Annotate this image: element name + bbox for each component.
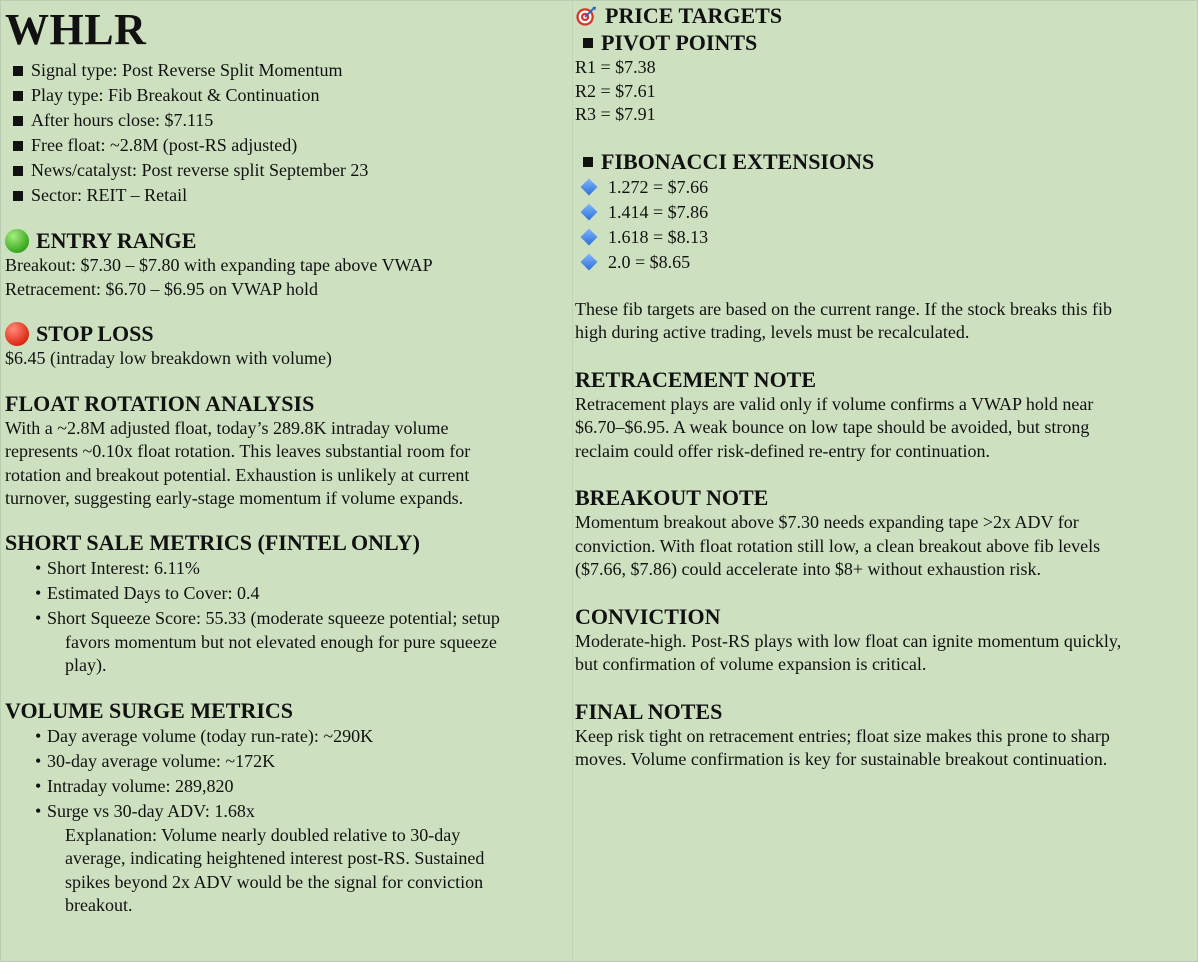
short-sale-section: [5, 530, 565, 678]
black-square-icon: [583, 38, 593, 48]
list-item: • Short Squeeze Score: 55.33 (moderate squeeze potential; setup favors momentum but not elevated enough for pure squeeze play).: [35, 606, 565, 678]
summary-list: [5, 58, 565, 208]
list-item: News/catalyst: Post reverse split September 23: [13, 158, 565, 183]
list-item: Play type: Fib Breakout & Continuation: [13, 83, 565, 108]
paragraph-line: Momentum breakout above $7.30 needs expanding tape >2x ADV for: [575, 512, 1079, 532]
retracement-note-section: [575, 367, 1195, 464]
entry-retracement-line: Retracement: $6.70 – $6.95 on VWAP hold: [5, 278, 318, 299]
list-item: • 30-day average volume: ~172K: [35, 749, 565, 774]
black-square-icon: [583, 157, 593, 167]
paragraph-line: Retracement plays are valid only if volume confirms a VWAP hold near: [575, 393, 1094, 414]
paragraph-line: With a ~2.8M adjusted float, today’s 289.8K intraday volume: [5, 417, 449, 438]
paragraph-line: conviction. With float rotation still low, a clean breakout above fib levels: [575, 535, 1101, 556]
volume-explanation: Explanation: Volume nearly doubled relative to 30-day average, indicating heightened interest post-RS. Sustained spikes beyond 2x ADV would be the signal for conviction breakout.: [65, 824, 485, 915]
blue-diamond-icon: [581, 254, 598, 271]
paragraph-line: but confirmation of volume expansion is critical.: [575, 654, 927, 674]
float-rotation-section: [5, 391, 565, 511]
price-targets-heading: PRICE TARGETS: [575, 3, 1195, 29]
retracement-note-heading: RETRACEMENT NOTE: [575, 366, 817, 392]
entry-range-heading: ENTRY RANGE: [5, 228, 565, 254]
entry-range-section: [5, 228, 565, 301]
paragraph-line: reclaim could offer risk-defined re-entry for continuation.: [575, 440, 991, 461]
blue-diamond-icon: [581, 204, 598, 221]
paragraph-line: turnover, suggesting early-stage momentum if volume expands.: [5, 488, 464, 508]
black-square-icon: [13, 116, 23, 126]
ticker-title: WHLR: [5, 5, 147, 54]
volume-surge-heading: VOLUME SURGE METRICS: [5, 697, 294, 723]
stop-loss-heading: STOP LOSS: [5, 321, 565, 347]
blue-diamond-icon: [581, 179, 598, 196]
volume-surge-section: [5, 698, 565, 918]
pivot-r3: R3 = $7.91: [575, 104, 656, 124]
conviction-heading: CONVICTION: [575, 603, 721, 629]
paragraph-line: represents ~0.10x float rotation. This leaves substantial room for: [5, 441, 471, 461]
list-item: 1.618 = $8.13: [581, 225, 1195, 250]
list-item: • Short Interest: 6.11%: [35, 556, 565, 581]
pivot-points-heading: PIVOT POINTS: [575, 30, 1195, 56]
bullseye-dart-icon: [575, 5, 597, 27]
fibonacci-list: [575, 175, 1195, 275]
list-item: Sector: REIT – Retail: [13, 183, 565, 208]
list-item: • Day average volume (today run-rate): ~290K: [35, 724, 565, 749]
fibonacci-note: These fib targets are based on the current range. If the stock breaks this fib high during active trading, levels must be recalculated.: [575, 298, 1112, 342]
left-column: [5, 1, 565, 961]
breakout-note-heading: BREAKOUT NOTE: [575, 485, 769, 510]
list-item: After hours close: $7.115: [13, 108, 565, 133]
list-item: 2.0 = $8.65: [581, 250, 1195, 275]
black-square-icon: [13, 166, 23, 176]
float-rotation-heading: FLOAT ROTATION ANALYSIS: [5, 390, 315, 416]
paragraph-line: Keep risk tight on retracement entries; float size makes this prone to sharp: [575, 725, 1110, 746]
short-sale-heading: SHORT SALE METRICS (FINTEL ONLY): [5, 529, 420, 555]
stop-loss-text: $6.45 (intraday low breakdown with volume): [5, 348, 332, 368]
volume-surge-list: [5, 724, 565, 824]
stop-loss-section: [5, 321, 565, 371]
paragraph-line: rotation and breakout potential. Exhaustion is unlikely at current: [5, 464, 470, 485]
black-square-icon: [13, 66, 23, 76]
final-notes-section: [575, 699, 1195, 772]
black-square-icon: [13, 141, 23, 151]
conviction-section: [575, 604, 1195, 677]
right-column: [575, 1, 1195, 961]
green-circle-icon: [5, 229, 29, 253]
paragraph-line: ($7.66, $7.86) could accelerate into $8+ without exhaustion risk.: [575, 559, 1042, 579]
list-item: Signal type: Post Reverse Split Momentum: [13, 58, 565, 83]
black-square-icon: [13, 91, 23, 101]
paragraph-line: $6.70–$6.95. A weak bounce on low tape should be avoided, but strong: [575, 417, 1090, 437]
list-item: • Estimated Days to Cover: 0.4: [35, 581, 565, 606]
list-item: 1.414 = $7.86: [581, 200, 1195, 225]
list-item: Free float: ~2.8M (post-RS adjusted): [13, 133, 565, 158]
paragraph-line: moves. Volume confirmation is key for sustainable breakout continuation.: [575, 749, 1108, 769]
list-item: 1.272 = $7.66: [581, 175, 1195, 200]
pivot-r1: R1 = $7.38: [575, 57, 656, 77]
column-divider: [572, 1, 573, 961]
list-item: • Surge vs 30-day ADV: 1.68x: [35, 799, 565, 824]
short-sale-list: [5, 556, 565, 678]
black-square-icon: [13, 191, 23, 201]
red-circle-icon: [5, 322, 29, 346]
pivot-r2: R2 = $7.61: [575, 80, 656, 101]
blue-diamond-icon: [581, 229, 598, 246]
breakout-note-section: [575, 485, 1195, 582]
paragraph-line: Moderate-high. Post-RS plays with low float can ignite momentum quickly,: [575, 630, 1122, 651]
list-item: • Intraday volume: 289,820: [35, 774, 565, 799]
entry-breakout-line: Breakout: $7.30 – $7.80 with expanding tape above VWAP: [5, 255, 433, 275]
fibonacci-heading: FIBONACCI EXTENSIONS: [575, 149, 1195, 175]
final-notes-heading: FINAL NOTES: [575, 698, 723, 724]
